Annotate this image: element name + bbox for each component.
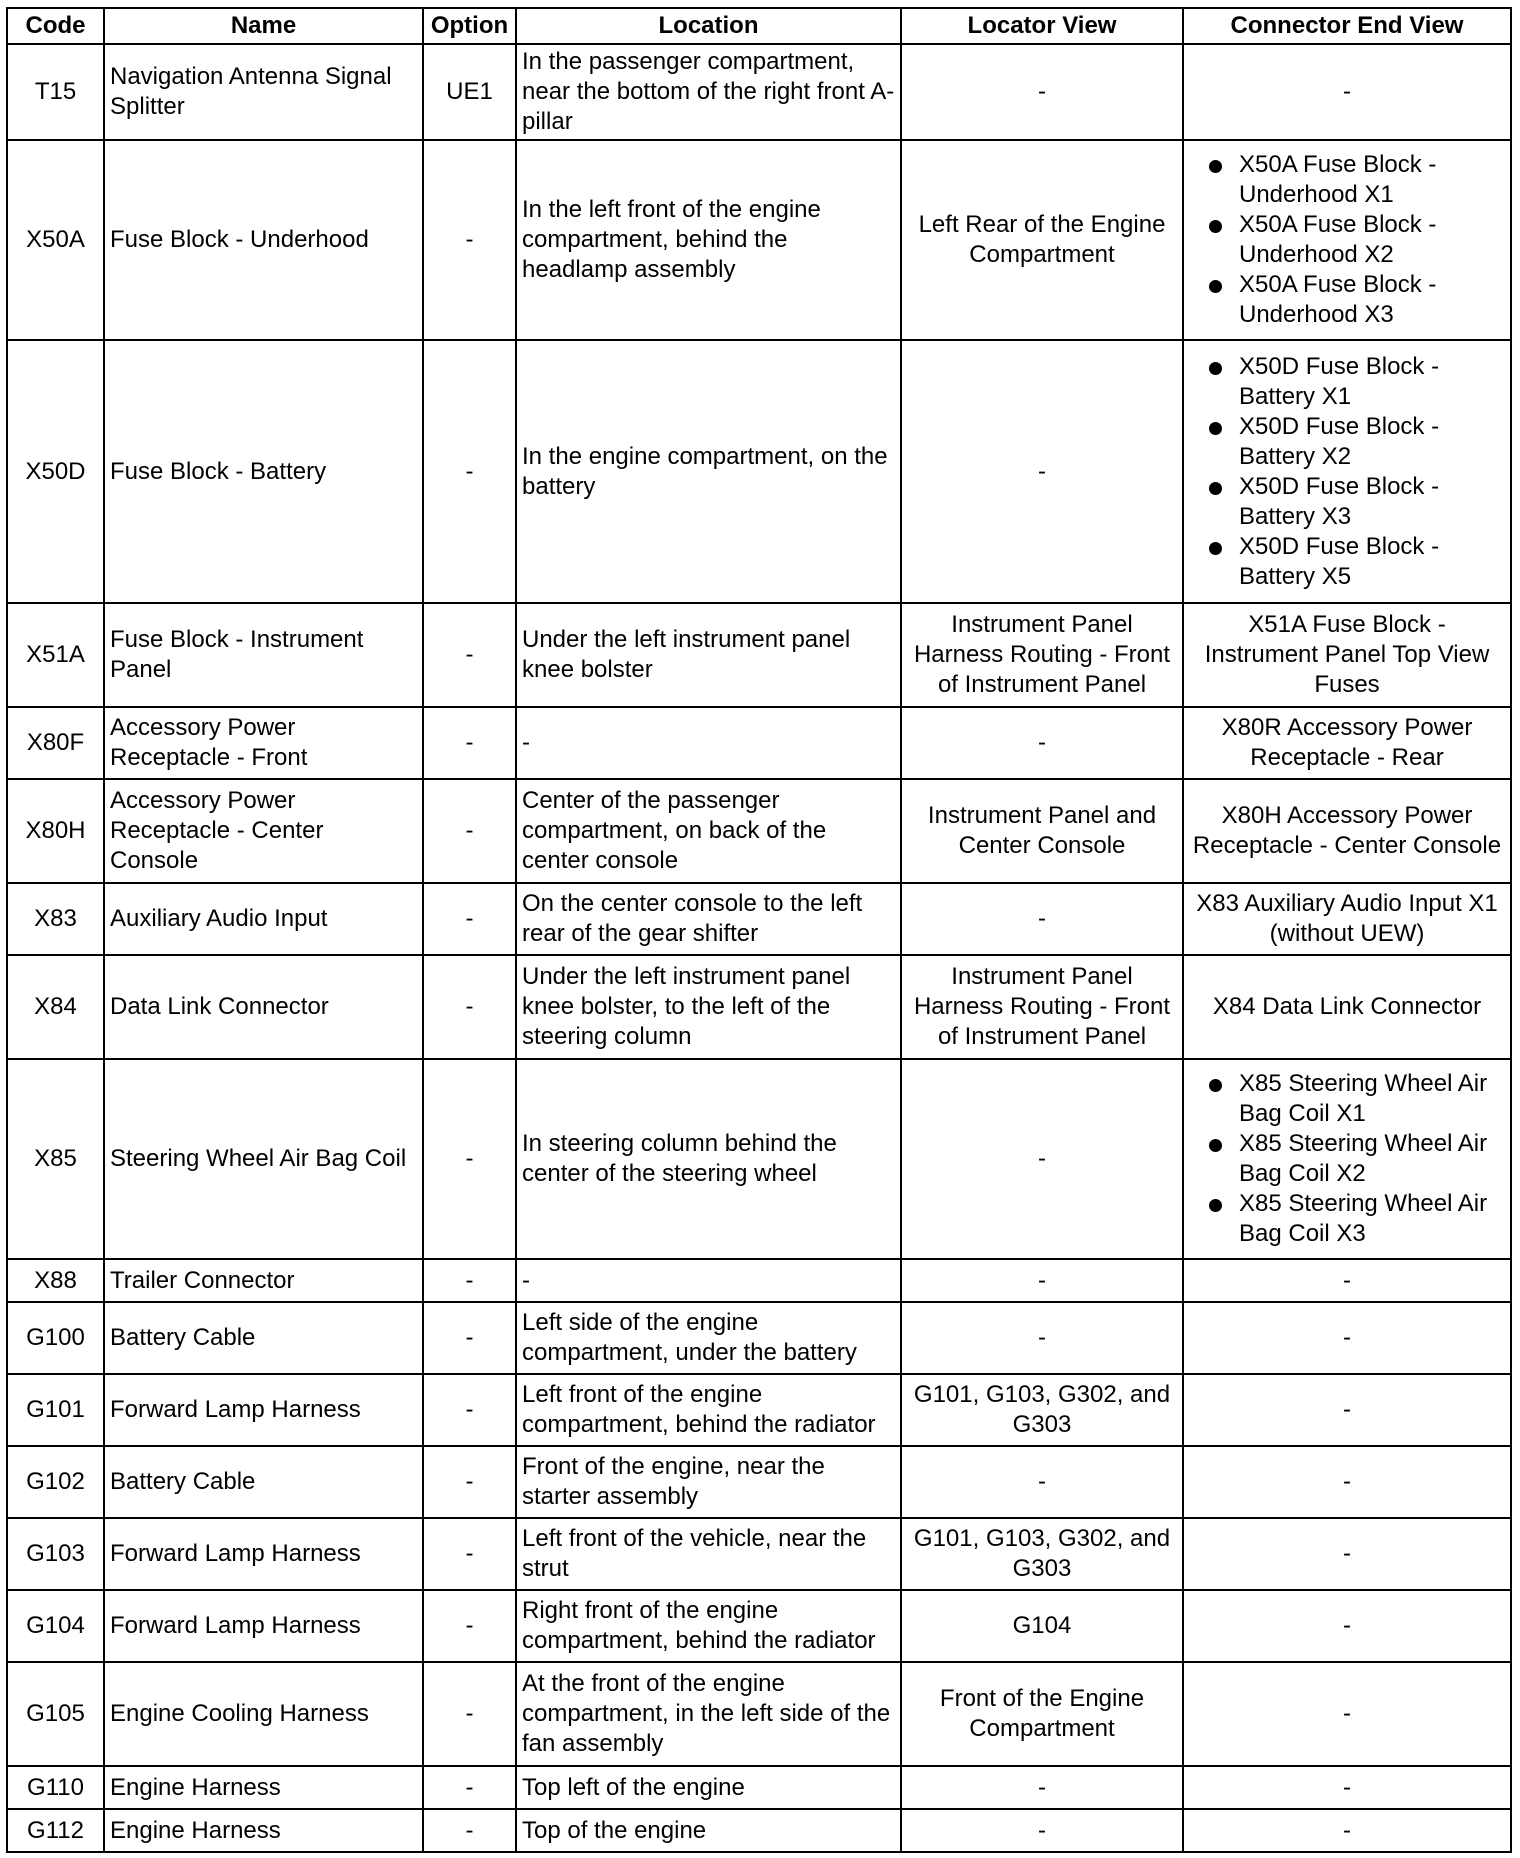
connector-list-item: X50D Fuse Block - Battery X2 [1189, 412, 1505, 472]
connector-end-view-cell: X83 Auxiliary Audio Input X1 (without UEW) [1183, 883, 1511, 955]
connector-list [1189, 150, 1505, 330]
locator-view-cell: Left Rear of the Engine Compartment [901, 140, 1183, 340]
name-cell: Fuse Block - Underhood [104, 140, 423, 340]
table-row [7, 44, 1511, 140]
locator-view-cell: Instrument Panel Harness Routing - Front of Instrument Panel [901, 955, 1183, 1059]
option-cell: - [423, 1059, 516, 1259]
name-cell: Forward Lamp Harness [104, 1374, 423, 1446]
option-cell: - [423, 140, 516, 340]
table-row [7, 1809, 1511, 1852]
location-cell: Left front of the engine compartment, behind the radiator [516, 1374, 901, 1446]
header-connector-end-view: Connector End View [1183, 8, 1511, 44]
connector-end-view-cell: - [1183, 1662, 1511, 1766]
table-row [7, 1446, 1511, 1518]
code-cell: X84 [7, 955, 104, 1059]
option-cell: UE1 [423, 44, 516, 140]
locator-view-cell: - [901, 1302, 1183, 1374]
locator-view-cell: G101, G103, G302, and G303 [901, 1518, 1183, 1590]
locator-view-cell: - [901, 340, 1183, 603]
table-row [7, 779, 1511, 883]
option-cell: - [423, 779, 516, 883]
name-cell: Accessory Power Receptacle - Center Console [104, 779, 423, 883]
header-name: Name [104, 8, 423, 44]
option-cell: - [423, 603, 516, 707]
code-cell: G102 [7, 1446, 104, 1518]
connector-list-item: X50D Fuse Block - Battery X3 [1189, 472, 1505, 532]
connector-list-item: X85 Steering Wheel Air Bag Coil X1 [1189, 1069, 1505, 1129]
connector-end-view-cell: - [1183, 1766, 1511, 1809]
table-row [7, 1518, 1511, 1590]
name-cell: Battery Cable [104, 1302, 423, 1374]
option-cell: - [423, 1446, 516, 1518]
table-row [7, 883, 1511, 955]
locator-view-cell: G101, G103, G302, and G303 [901, 1374, 1183, 1446]
name-cell: Forward Lamp Harness [104, 1518, 423, 1590]
connector-list [1189, 1069, 1505, 1249]
option-cell: - [423, 883, 516, 955]
location-cell: - [516, 707, 901, 779]
option-cell: - [423, 1590, 516, 1662]
table-row [7, 1302, 1511, 1374]
table-body [7, 44, 1511, 1852]
location-cell: In the left front of the engine compartment, behind the headlamp assembly [516, 140, 901, 340]
location-cell: Left front of the vehicle, near the strut [516, 1518, 901, 1590]
component-locator-table [6, 7, 1512, 1853]
name-cell: Fuse Block - Battery [104, 340, 423, 603]
code-cell: T15 [7, 44, 104, 140]
table-row [7, 603, 1511, 707]
connector-list-item: X50A Fuse Block - Underhood X3 [1189, 270, 1505, 330]
locator-view-cell: - [901, 1059, 1183, 1259]
connector-list-item: X50A Fuse Block - Underhood X1 [1189, 150, 1505, 210]
locator-view-cell: Instrument Panel Harness Routing - Front of Instrument Panel [901, 603, 1183, 707]
code-cell: G110 [7, 1766, 104, 1809]
connector-end-view-cell: - [1183, 44, 1511, 140]
code-cell: G104 [7, 1590, 104, 1662]
option-cell: - [423, 1259, 516, 1302]
locator-view-cell: Instrument Panel and Center Console [901, 779, 1183, 883]
code-cell: X50D [7, 340, 104, 603]
connector-end-view-cell: - [1183, 1590, 1511, 1662]
code-cell: X80H [7, 779, 104, 883]
connector-end-view-cell: - [1183, 1809, 1511, 1852]
name-cell: Auxiliary Audio Input [104, 883, 423, 955]
code-cell: G103 [7, 1518, 104, 1590]
code-cell: X51A [7, 603, 104, 707]
code-cell: G112 [7, 1809, 104, 1852]
connector-end-view-cell [1183, 340, 1511, 603]
option-cell: - [423, 1766, 516, 1809]
connector-end-view-cell: - [1183, 1302, 1511, 1374]
connector-end-view-cell: - [1183, 1259, 1511, 1302]
name-cell: Accessory Power Receptacle - Front [104, 707, 423, 779]
location-cell: In steering column behind the center of the steering wheel [516, 1059, 901, 1259]
locator-view-cell: - [901, 44, 1183, 140]
locator-view-cell: G104 [901, 1590, 1183, 1662]
location-cell: - [516, 1259, 901, 1302]
location-cell: Under the left instrument panel knee bolster, to the left of the steering column [516, 955, 901, 1059]
name-cell: Engine Harness [104, 1766, 423, 1809]
connector-end-view-cell: X51A Fuse Block - Instrument Panel Top View Fuses [1183, 603, 1511, 707]
code-cell: G100 [7, 1302, 104, 1374]
option-cell: - [423, 1518, 516, 1590]
header-option: Option [423, 8, 516, 44]
location-cell: Right front of the engine compartment, behind the radiator [516, 1590, 901, 1662]
table-row [7, 1374, 1511, 1446]
option-cell: - [423, 707, 516, 779]
table-row [7, 340, 1511, 603]
table-row [7, 707, 1511, 779]
option-cell: - [423, 1374, 516, 1446]
table-row [7, 1059, 1511, 1259]
locator-view-cell: - [901, 1259, 1183, 1302]
connector-list-item: X85 Steering Wheel Air Bag Coil X3 [1189, 1189, 1505, 1249]
option-cell: - [423, 955, 516, 1059]
code-cell: X85 [7, 1059, 104, 1259]
header-locator-view: Locator View [901, 8, 1183, 44]
location-cell: Front of the engine, near the starter assembly [516, 1446, 901, 1518]
location-cell: At the front of the engine compartment, in the left side of the fan assembly [516, 1662, 901, 1766]
connector-list [1189, 352, 1505, 592]
location-cell: Left side of the engine compartment, under the battery [516, 1302, 901, 1374]
option-cell: - [423, 1662, 516, 1766]
location-cell: In the passenger compartment, near the bottom of the right front A-pillar [516, 44, 901, 140]
table-row [7, 1590, 1511, 1662]
header-row [7, 8, 1511, 44]
connector-list-item: X50D Fuse Block - Battery X5 [1189, 532, 1505, 592]
connector-end-view-cell: X80R Accessory Power Receptacle - Rear [1183, 707, 1511, 779]
locator-view-cell: - [901, 1809, 1183, 1852]
table-row [7, 1259, 1511, 1302]
connector-end-view-cell: X80H Accessory Power Receptacle - Center Console [1183, 779, 1511, 883]
locator-view-cell: Front of the Engine Compartment [901, 1662, 1183, 1766]
code-cell: G105 [7, 1662, 104, 1766]
locator-view-cell: - [901, 707, 1183, 779]
connector-end-view-cell: - [1183, 1374, 1511, 1446]
connector-list-item: X50A Fuse Block - Underhood X2 [1189, 210, 1505, 270]
code-cell: X80F [7, 707, 104, 779]
table-row [7, 140, 1511, 340]
code-cell: X50A [7, 140, 104, 340]
connector-end-view-cell [1183, 140, 1511, 340]
locator-view-cell: - [901, 1766, 1183, 1809]
code-cell: X83 [7, 883, 104, 955]
component-locator-table-wrapper [6, 7, 1512, 1853]
location-cell: Center of the passenger compartment, on back of the center console [516, 779, 901, 883]
code-cell: G101 [7, 1374, 104, 1446]
location-cell: On the center console to the left rear of the gear shifter [516, 883, 901, 955]
locator-view-cell: - [901, 883, 1183, 955]
name-cell: Steering Wheel Air Bag Coil [104, 1059, 423, 1259]
name-cell: Battery Cable [104, 1446, 423, 1518]
location-cell: Under the left instrument panel knee bolster [516, 603, 901, 707]
location-cell: In the engine compartment, on the battery [516, 340, 901, 603]
location-cell: Top left of the engine [516, 1766, 901, 1809]
name-cell: Navigation Antenna Signal Splitter [104, 44, 423, 140]
name-cell: Data Link Connector [104, 955, 423, 1059]
header-location: Location [516, 8, 901, 44]
locator-view-cell: - [901, 1446, 1183, 1518]
table-row [7, 1766, 1511, 1809]
connector-end-view-cell [1183, 1059, 1511, 1259]
connector-end-view-cell: - [1183, 1518, 1511, 1590]
table-row [7, 955, 1511, 1059]
connector-list-item: X85 Steering Wheel Air Bag Coil X2 [1189, 1129, 1505, 1189]
code-cell: X88 [7, 1259, 104, 1302]
connector-list-item: X50D Fuse Block - Battery X1 [1189, 352, 1505, 412]
name-cell: Forward Lamp Harness [104, 1590, 423, 1662]
header-code: Code [7, 8, 104, 44]
name-cell: Engine Harness [104, 1809, 423, 1852]
table-row [7, 1662, 1511, 1766]
option-cell: - [423, 340, 516, 603]
location-cell: Top of the engine [516, 1809, 901, 1852]
option-cell: - [423, 1302, 516, 1374]
connector-end-view-cell: - [1183, 1446, 1511, 1518]
name-cell: Engine Cooling Harness [104, 1662, 423, 1766]
connector-end-view-cell: X84 Data Link Connector [1183, 955, 1511, 1059]
name-cell: Trailer Connector [104, 1259, 423, 1302]
name-cell: Fuse Block - Instrument Panel [104, 603, 423, 707]
option-cell: - [423, 1809, 516, 1852]
